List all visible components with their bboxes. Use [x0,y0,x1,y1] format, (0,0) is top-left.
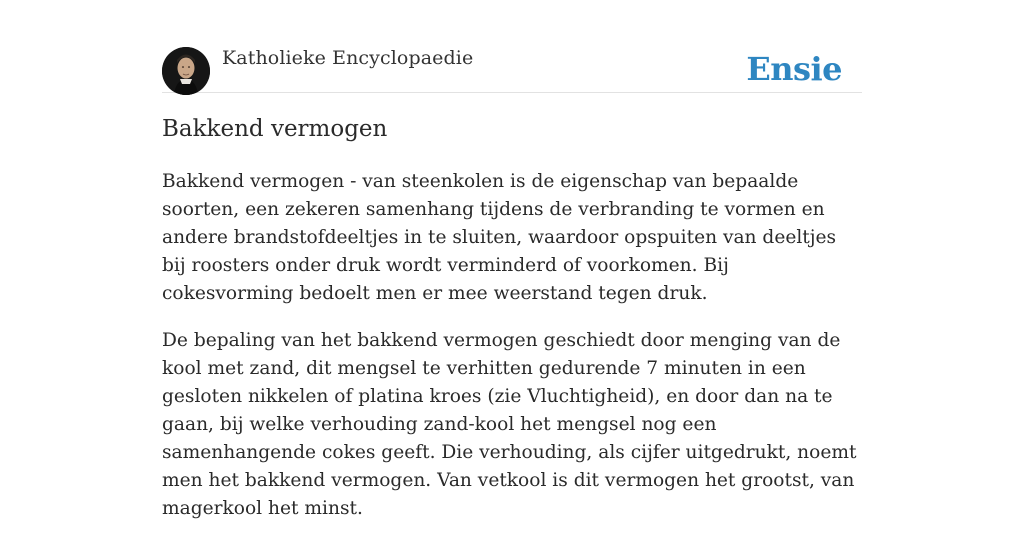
site-header [162,0,862,93]
article-paragraph: De bepaling van het bakkend vermogen geschiedt door menging van de kool met zand, dit mengsel te verhitten gedurende 7 minuten in een gesloten nikkelen of platina kroes (zie Vluchtigheid), en door dan na te gaan, bij welke verhouding zand-kool het mengsel nog een samenhangende cokes geeft. Die verhouding, als cijfer uitgedrukt, noemt men het bakkend vermogen. Van vetkool is dit vermogen het grootst, van magerkool het minst. [162,330,857,519]
article-title: Bakkend vermogen [162,116,388,142]
article-paragraph: Bakkend vermogen - van steenkolen is de eigenschap van bepaalde soorten, een zekeren samenhang tijdens de verbranding te vormen en andere brandstofdeeltjes in te sluiten, waardoor opspuiten van deeltjes bij roosters onder druk wordt verminderd of voorkomen. Bij cokesvorming bedoelt men er mee weerstand tegen druk. [162,171,837,304]
site-name[interactable]: Katholieke Encyclopaedie [222,47,474,69]
portrait-avatar-icon[interactable] [162,47,210,95]
brand-logo[interactable]: Ensie [746,50,842,88]
page-container [162,0,862,519]
article-body [162,168,862,542]
